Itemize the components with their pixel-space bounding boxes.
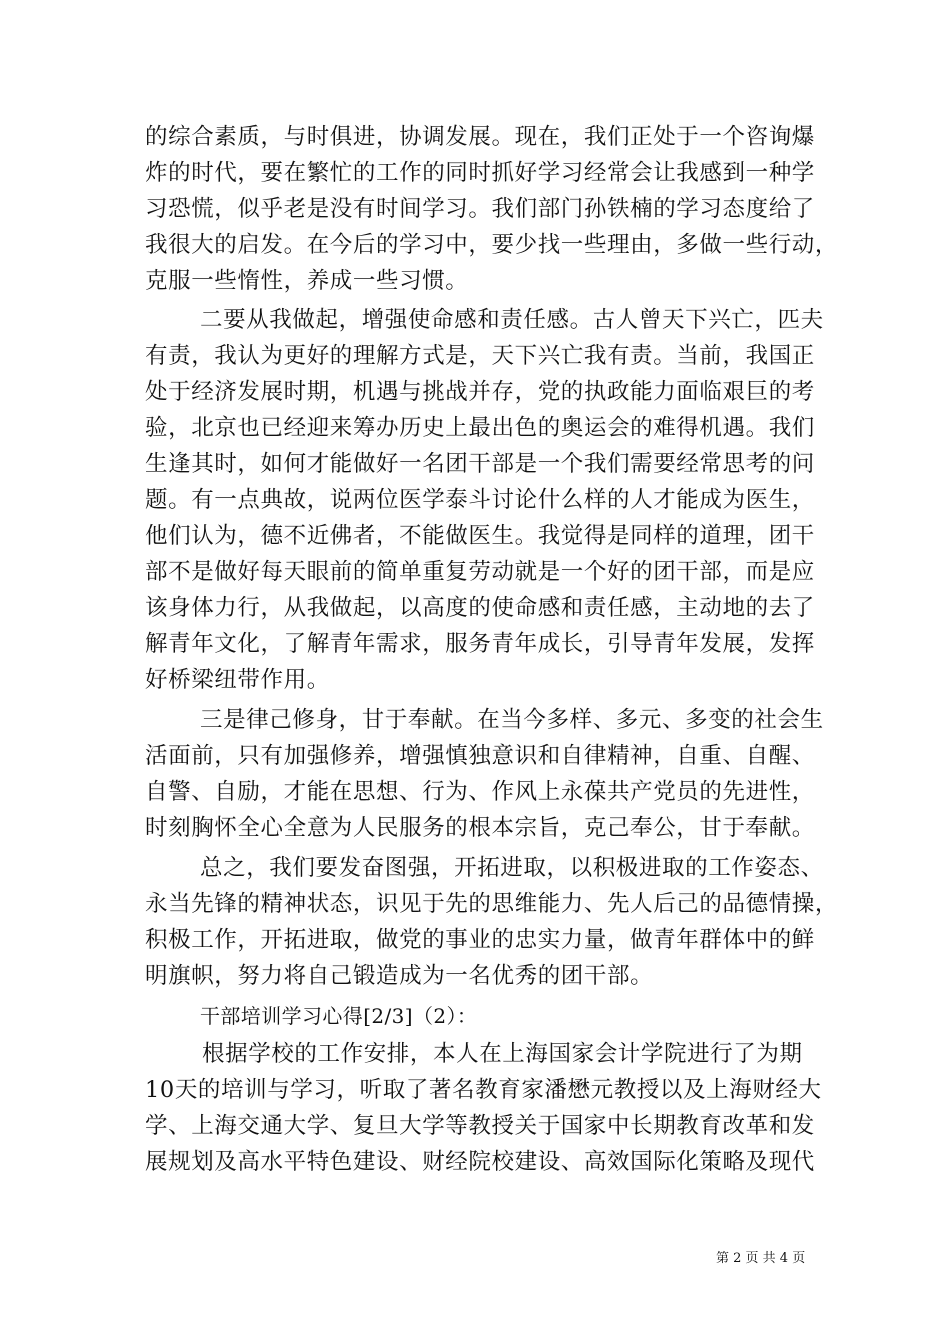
paragraph-start-line: 三是律己修身，甘于奉献。在当今多样、多元、多变的社会生 <box>200 707 824 733</box>
body-line: 他们认为，德不近佛者，不能做医生。我觉得是同样的道理，团干 <box>145 523 815 549</box>
body-line: 自警、自励，才能在思想、行为、作风上永葆共产党员的先进性， <box>145 779 815 805</box>
body-line: 10天的培训与学习，听取了著名教育家潘懋元教授以及上海财经大 <box>145 1077 822 1103</box>
body-line: 处于经济发展时期，机遇与挑战并存，党的执政能力面临艰巨的考 <box>145 379 815 405</box>
page-number: 第 2 页 共 4 页 <box>716 1251 806 1266</box>
body-line: 生逢其时，如何才能做好一名团干部是一个我们需要经常思考的问 <box>145 451 815 477</box>
body-line: 有责，我认为更好的理解方式是，天下兴亡我有责。当前，我国正 <box>145 343 815 369</box>
body-line: 我很大的启发。在今后的学习中，要少找一些理由，多做一些行动， <box>145 232 839 258</box>
body-line: 习恐慌，似乎老是没有时间学习。我们部门孙铁楠的学习态度给了 <box>145 196 815 222</box>
section-heading: 干部培训学习心得[2/3]（2）： <box>200 1004 478 1028</box>
body-line: 克服一些惰性，养成一些习惯。 <box>145 268 469 294</box>
body-line: 展规划及高水平特色建设、财经院校建设、高效国际化策略及现代 <box>145 1149 815 1175</box>
body-line: 炸的时代，要在繁忙的工作的同时抓好学习经常会让我感到一种学 <box>145 160 815 186</box>
body-line: 部不是做好每天眼前的简单重复劳动就是一个好的团干部，而是应 <box>145 559 815 585</box>
body-line: 好桥梁纽带作用。 <box>145 667 330 693</box>
body-line: 验，北京也已经迎来筹办历史上最出色的奥运会的难得机遇。我们 <box>145 415 815 441</box>
body-line: 学、上海交通大学、复旦大学等教授关于国家中长期教育改革和发 <box>145 1113 815 1139</box>
body-line: 积极工作，开拓进取，做党的事业的忠实力量，做青年群体中的鲜 <box>145 927 815 953</box>
body-line: 的综合素质，与时俱进，协调发展。现在，我们正处于一个咨询爆 <box>145 124 815 150</box>
body-line: 明旗帜，努力将自己锻造成为一名优秀的团干部。 <box>145 963 654 989</box>
paragraph-start-line: 根据学校的工作安排，本人在上海国家会计学院进行了为期 <box>202 1041 803 1067</box>
body-line: 活面前，只有加强修养，增强慎独意识和自律精神，自重、自醒、 <box>145 743 815 769</box>
body-line: 解青年文化，了解青年需求，服务青年成长，引导青年发展，发挥 <box>145 631 815 657</box>
paragraph-start-line: 二要从我做起，增强使命感和责任感。古人曾天下兴亡，匹夫 <box>200 307 824 333</box>
body-line: 该身体力行，从我做起，以高度的使命感和责任感，主动地的去了 <box>145 595 815 621</box>
body-line: 题。有一点典故，说两位医学泰斗讨论什么样的人才能成为医生， <box>145 487 815 513</box>
body-line: 时刻胸怀全心全意为人民服务的根本宗旨，克己奉公，甘于奉献。 <box>145 815 815 841</box>
body-line: 永当先锋的精神状态，识见于先的思维能力、先人后己的品德情操， <box>145 891 839 917</box>
paragraph-start-line: 总之，我们要发奋图强，开拓进取，以积极进取的工作姿态、 <box>200 855 824 881</box>
